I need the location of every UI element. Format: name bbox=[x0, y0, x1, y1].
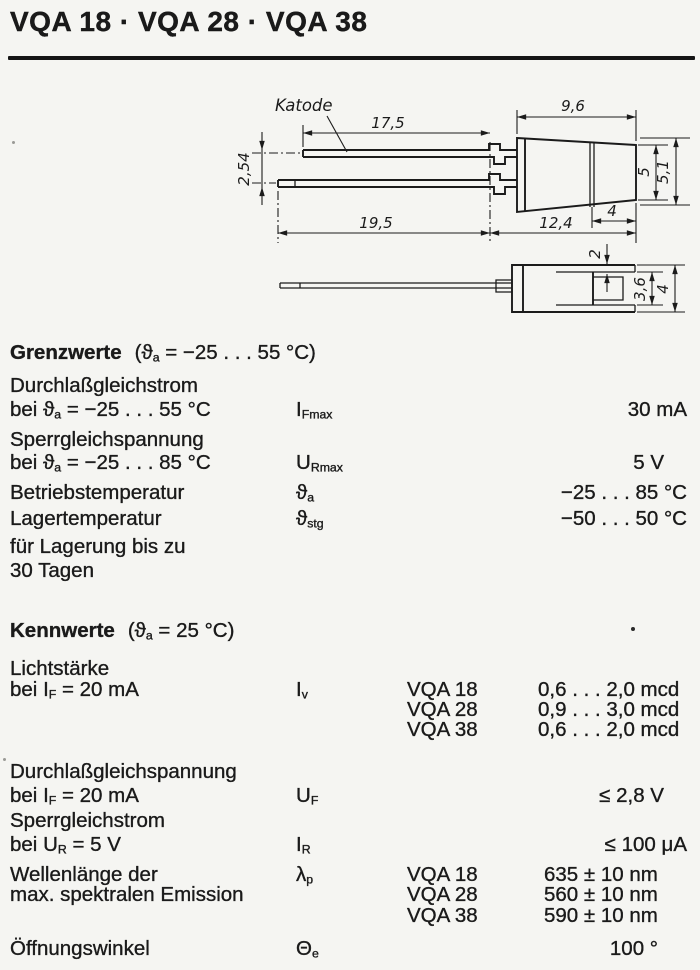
angle-value: 100 ° bbox=[609, 937, 658, 960]
grenzwerte-heading bbox=[10, 340, 316, 366]
top-view-crimp bbox=[496, 280, 512, 292]
scan-speck bbox=[3, 758, 6, 761]
technical-drawing bbox=[0, 0, 700, 345]
dim-2-54-ext bbox=[252, 153, 300, 183]
row-label: bei $ϑ_a = -25$ . . . 55 °C bbox=[10, 398, 211, 422]
type-label: VQA 18 bbox=[407, 678, 478, 701]
ifmax-value: 30 mA bbox=[627, 398, 687, 421]
scan-artifact-dot bbox=[631, 627, 635, 631]
top-view bbox=[280, 244, 685, 312]
page-title: VQA 18 · VQA 28 · VQA 38 bbox=[10, 6, 368, 37]
row-label: für Lagerung bis zu bbox=[10, 535, 186, 558]
kennwerte-heading bbox=[10, 618, 234, 644]
dim-5-label: 5 bbox=[635, 167, 653, 177]
ir-symbol: $I_R$ bbox=[296, 833, 311, 857]
anode-lead bbox=[278, 174, 517, 180]
type-label: VQA 38 bbox=[407, 904, 478, 927]
urmax-symbol: $U_{Rmax}$ bbox=[296, 451, 343, 475]
row-label: Sperrgleichstrom bbox=[10, 809, 165, 832]
row-label: bei $I_F = 20$ mA bbox=[10, 784, 139, 808]
cathode-lead-bottom bbox=[303, 157, 517, 164]
row-label: Lichtstärke bbox=[10, 657, 110, 680]
iv-symbol: $I_v$ bbox=[296, 678, 308, 702]
row-label: bei $I_F = 20$ mA bbox=[10, 678, 139, 702]
cathode-lead bbox=[303, 144, 517, 150]
dim-19-5-label: 19,5 bbox=[359, 214, 393, 232]
dim-2-54-label: 2,54 bbox=[235, 152, 253, 186]
type-label: VQA 18 bbox=[407, 863, 478, 886]
type-label: VQA 38 bbox=[407, 718, 478, 741]
dim-2-label: 2 bbox=[586, 249, 604, 259]
scan-speck bbox=[12, 141, 15, 144]
iv-value: 0,9 . . . 3,0 mcd bbox=[538, 698, 680, 721]
uf-value: ≤ 2,8 V bbox=[599, 784, 664, 807]
dim-9-6-label: 9,6 bbox=[561, 97, 585, 115]
row-label: Lagertemperatur bbox=[10, 507, 162, 530]
top-view-tongue bbox=[593, 277, 623, 300]
theta-e-symbol: $\Theta_e$ bbox=[296, 937, 319, 961]
row-label: Wellenlänge der bbox=[10, 863, 158, 886]
katode-leader-line bbox=[327, 116, 347, 152]
iv-value: 0,6 . . . 2,0 mcd bbox=[538, 678, 680, 701]
dim-4-outer-label: 4 bbox=[654, 284, 672, 294]
operating-temp-value: −25 . . . 85 °C bbox=[560, 481, 687, 504]
kennwerte-heading-text: Kennwerte bbox=[10, 619, 115, 642]
theta-a-symbol: $ϑ_a$ bbox=[296, 481, 315, 505]
led-body-outline bbox=[517, 138, 636, 212]
dim-3-6-label: 3,6 bbox=[631, 277, 649, 301]
dim-5-1-label: 5,1 bbox=[654, 160, 672, 184]
row-label: bei $U_R = 5$ V bbox=[10, 833, 121, 857]
row-label: Durchlaßgleichstrom bbox=[10, 374, 198, 397]
dim-12-4-label: 12,4 bbox=[539, 214, 573, 232]
lambda-p-symbol: $\lambda_p$ bbox=[296, 863, 314, 887]
grenzwerte-condition: ($ϑ_a = -25$ . . . 55 °C) bbox=[134, 341, 316, 365]
grenzwerte-heading-text: Grenzwerte bbox=[10, 341, 122, 364]
wavelength-value: 560 ± 10 nm bbox=[544, 883, 658, 906]
row-label: 30 Tagen bbox=[10, 559, 94, 582]
kennwerte-condition: ($ϑ_a = 25$ °C) bbox=[127, 619, 235, 643]
storage-temp-value: −50 . . . 50 °C bbox=[560, 507, 687, 530]
wavelength-value: 635 ± 10 nm bbox=[544, 863, 658, 886]
theta-stg-symbol: $ϑ_{stg}$ bbox=[296, 507, 324, 531]
row-label: Öffnungswinkel bbox=[10, 937, 150, 960]
uf-symbol: $U_F$ bbox=[296, 784, 319, 808]
type-label: VQA 28 bbox=[407, 883, 478, 906]
wavelength-value: 590 ± 10 nm bbox=[544, 904, 658, 927]
urmax-value: 5 V bbox=[633, 451, 664, 474]
row-label: Durchlaßgleichspannung bbox=[10, 760, 237, 783]
iv-value: 0,6 . . . 2,0 mcd bbox=[538, 718, 680, 741]
side-view bbox=[235, 96, 690, 243]
dim-17-5-label: 17,5 bbox=[371, 114, 405, 132]
top-view-lead bbox=[280, 283, 512, 288]
type-label: VQA 28 bbox=[407, 698, 478, 721]
row-label: max. spektralen Emission bbox=[10, 883, 244, 906]
ifmax-symbol: $I_{Fmax}$ bbox=[296, 398, 333, 422]
dim-4-label: 4 bbox=[607, 202, 617, 220]
row-label: Betriebstemperatur bbox=[10, 481, 185, 504]
top-view-flange bbox=[512, 265, 523, 312]
katode-label: Katode bbox=[275, 96, 333, 115]
row-label: Sperrgleichspannung bbox=[10, 428, 204, 451]
ir-value: ≤ 100 μA bbox=[604, 833, 687, 856]
row-label: bei $ϑ_a = -25$ . . . 85 °C bbox=[10, 451, 211, 475]
anode-lead-bottom bbox=[278, 187, 517, 194]
